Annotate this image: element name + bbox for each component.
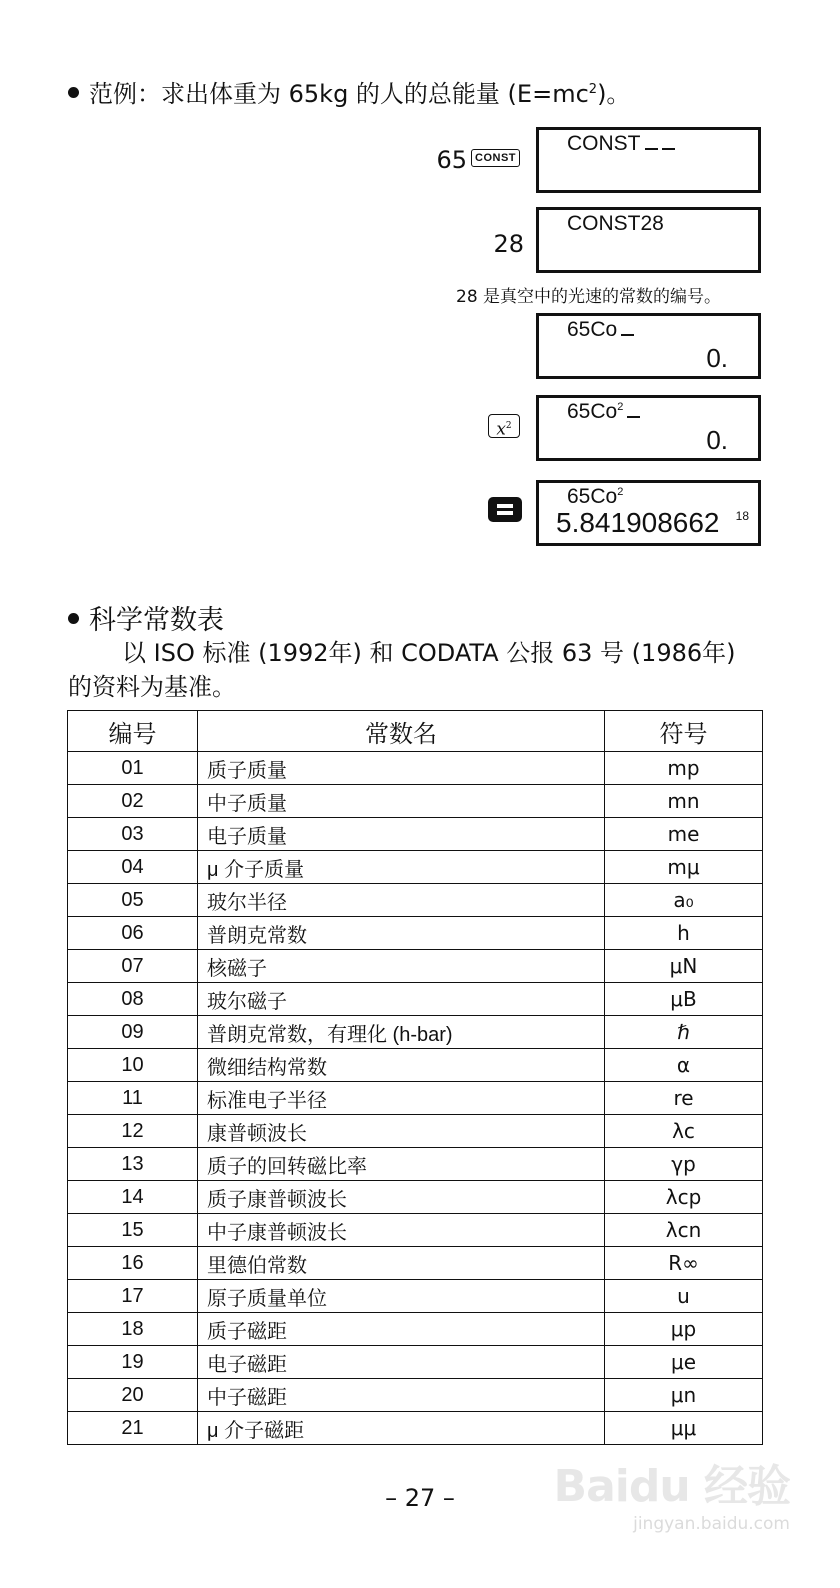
row-name: 质子磁距 bbox=[198, 1313, 605, 1346]
row-name: 中子康普顿波长 bbox=[198, 1214, 605, 1247]
row-symbol: a₀ bbox=[605, 884, 763, 917]
row-number: 04 bbox=[68, 851, 198, 884]
row-number: 21 bbox=[68, 1412, 198, 1445]
bullet-icon bbox=[68, 613, 79, 624]
cursor-icon bbox=[627, 401, 640, 418]
row-symbol: mn bbox=[605, 785, 763, 818]
row-name: 普朗克常数，有理化 (h-bar) bbox=[198, 1016, 605, 1049]
step1-key-label: 65 CONST bbox=[436, 146, 520, 174]
row-number: 07 bbox=[68, 950, 198, 983]
x-squared-key-icon: $x^2$ bbox=[488, 414, 520, 438]
row-symbol: ℏ bbox=[605, 1016, 763, 1049]
row-symbol: R∞ bbox=[605, 1247, 763, 1280]
row-name: 玻尔半径 bbox=[198, 884, 605, 917]
row-name: 质子质量 bbox=[198, 752, 605, 785]
note-text: 28 是真空中的光速的常数的编号。 bbox=[456, 287, 722, 307]
table-row bbox=[68, 1313, 763, 1346]
row-name: 电子磁距 bbox=[198, 1346, 605, 1379]
row-number: 15 bbox=[68, 1214, 198, 1247]
table-row bbox=[68, 1379, 763, 1412]
row-symbol: re bbox=[605, 1082, 763, 1115]
row-name: 电子质量 bbox=[198, 818, 605, 851]
watermark-url: jingyan.baidu.com bbox=[633, 1514, 790, 1534]
row-name: 标准电子半径 bbox=[198, 1082, 605, 1115]
row-number: 12 bbox=[68, 1115, 198, 1148]
example-title: 范例：求出体重为 65kg 的人的总能量 $(E=mc^2)$。 bbox=[68, 74, 630, 109]
row-number: 18 bbox=[68, 1313, 198, 1346]
table-row bbox=[68, 1016, 763, 1049]
table-row bbox=[68, 917, 763, 950]
constants-table bbox=[67, 710, 763, 1445]
row-number: 08 bbox=[68, 983, 198, 1016]
watermark bbox=[554, 1450, 790, 1534]
row-symbol: μN bbox=[605, 950, 763, 983]
table-row bbox=[68, 1412, 763, 1445]
page-number: – 27 – bbox=[385, 1484, 455, 1512]
row-name: 里德伯常数 bbox=[198, 1247, 605, 1280]
row-number: 09 bbox=[68, 1016, 198, 1049]
row-symbol: h bbox=[605, 917, 763, 950]
row-number: 10 bbox=[68, 1049, 198, 1082]
row-symbol: λcn bbox=[605, 1214, 763, 1247]
row-symbol: μe bbox=[605, 1346, 763, 1379]
row-symbol: λc bbox=[605, 1115, 763, 1148]
table-row bbox=[68, 1214, 763, 1247]
table-row bbox=[68, 1082, 763, 1115]
table-row bbox=[68, 884, 763, 917]
table-header-row bbox=[68, 711, 763, 752]
row-name: 中子质量 bbox=[198, 785, 605, 818]
row-number: 20 bbox=[68, 1379, 198, 1412]
table-row bbox=[68, 1280, 763, 1313]
row-symbol: μμ bbox=[605, 1412, 763, 1445]
header-name: 常数名 bbox=[198, 711, 605, 752]
row-number: 14 bbox=[68, 1181, 198, 1214]
row-symbol: mp bbox=[605, 752, 763, 785]
row-name: 原子质量单位 bbox=[198, 1280, 605, 1313]
row-name: 质子的回转磁比率 bbox=[198, 1148, 605, 1181]
row-number: 16 bbox=[68, 1247, 198, 1280]
table-row bbox=[68, 1346, 763, 1379]
table-row bbox=[68, 818, 763, 851]
row-symbol: μp bbox=[605, 1313, 763, 1346]
table-row bbox=[68, 1181, 763, 1214]
header-symbol: 符号 bbox=[605, 711, 763, 752]
table-row bbox=[68, 1247, 763, 1280]
section-title: 科学常数表 bbox=[68, 598, 224, 637]
lcd-display-5: 65Co$^2$ 5.841908662 18 bbox=[536, 480, 761, 546]
row-name: μ 介子磁距 bbox=[198, 1412, 605, 1445]
row-name: μ 介子质量 bbox=[198, 851, 605, 884]
row-symbol: λcp bbox=[605, 1181, 763, 1214]
table-row bbox=[68, 950, 763, 983]
table-row bbox=[68, 1148, 763, 1181]
row-name: 普朗克常数 bbox=[198, 917, 605, 950]
row-number: 03 bbox=[68, 818, 198, 851]
equals-key-icon bbox=[488, 497, 522, 522]
step2-key-label: 28 bbox=[493, 230, 524, 258]
row-name: 中子磁距 bbox=[198, 1379, 605, 1412]
row-symbol: u bbox=[605, 1280, 763, 1313]
cursor-icon bbox=[621, 319, 634, 336]
row-number: 05 bbox=[68, 884, 198, 917]
table-row bbox=[68, 1049, 763, 1082]
row-name: 康普顿波长 bbox=[198, 1115, 605, 1148]
table-row bbox=[68, 1115, 763, 1148]
lcd-display-4: 65Co$^2$ 0. bbox=[536, 395, 761, 461]
table-row bbox=[68, 851, 763, 884]
row-name: 微细结构常数 bbox=[198, 1049, 605, 1082]
row-name: 核磁子 bbox=[198, 950, 605, 983]
row-number: 02 bbox=[68, 785, 198, 818]
cursor-icon bbox=[662, 133, 675, 150]
row-symbol: mμ bbox=[605, 851, 763, 884]
row-number: 13 bbox=[68, 1148, 198, 1181]
row-symbol: μn bbox=[605, 1379, 763, 1412]
cursor-icon bbox=[645, 133, 658, 150]
watermark-logo: Baidu 经验 bbox=[553, 1461, 790, 1512]
row-number: 17 bbox=[68, 1280, 198, 1313]
header-number: 编号 bbox=[68, 711, 198, 752]
const-key-icon: CONST bbox=[471, 149, 520, 167]
row-name: 质子康普顿波长 bbox=[198, 1181, 605, 1214]
row-name: 玻尔磁子 bbox=[198, 983, 605, 1016]
row-number: 11 bbox=[68, 1082, 198, 1115]
row-symbol: α bbox=[605, 1049, 763, 1082]
lcd-display-1: CONST bbox=[536, 127, 761, 193]
row-number: 06 bbox=[68, 917, 198, 950]
row-symbol: me bbox=[605, 818, 763, 851]
table-row bbox=[68, 752, 763, 785]
row-symbol: μB bbox=[605, 983, 763, 1016]
row-number: 01 bbox=[68, 752, 198, 785]
section-description: 以 ISO 标准 (1992年) 和 CODATA 公报 63 号 (1986年) 的资料为基准。 bbox=[68, 639, 736, 701]
lcd-display-2: CONST28 bbox=[536, 207, 761, 273]
bullet-icon bbox=[68, 87, 79, 98]
table-row bbox=[68, 785, 763, 818]
lcd-display-3: 65Co 0. bbox=[536, 313, 761, 379]
table-row bbox=[68, 983, 763, 1016]
row-number: 19 bbox=[68, 1346, 198, 1379]
row-symbol: γp bbox=[605, 1148, 763, 1181]
